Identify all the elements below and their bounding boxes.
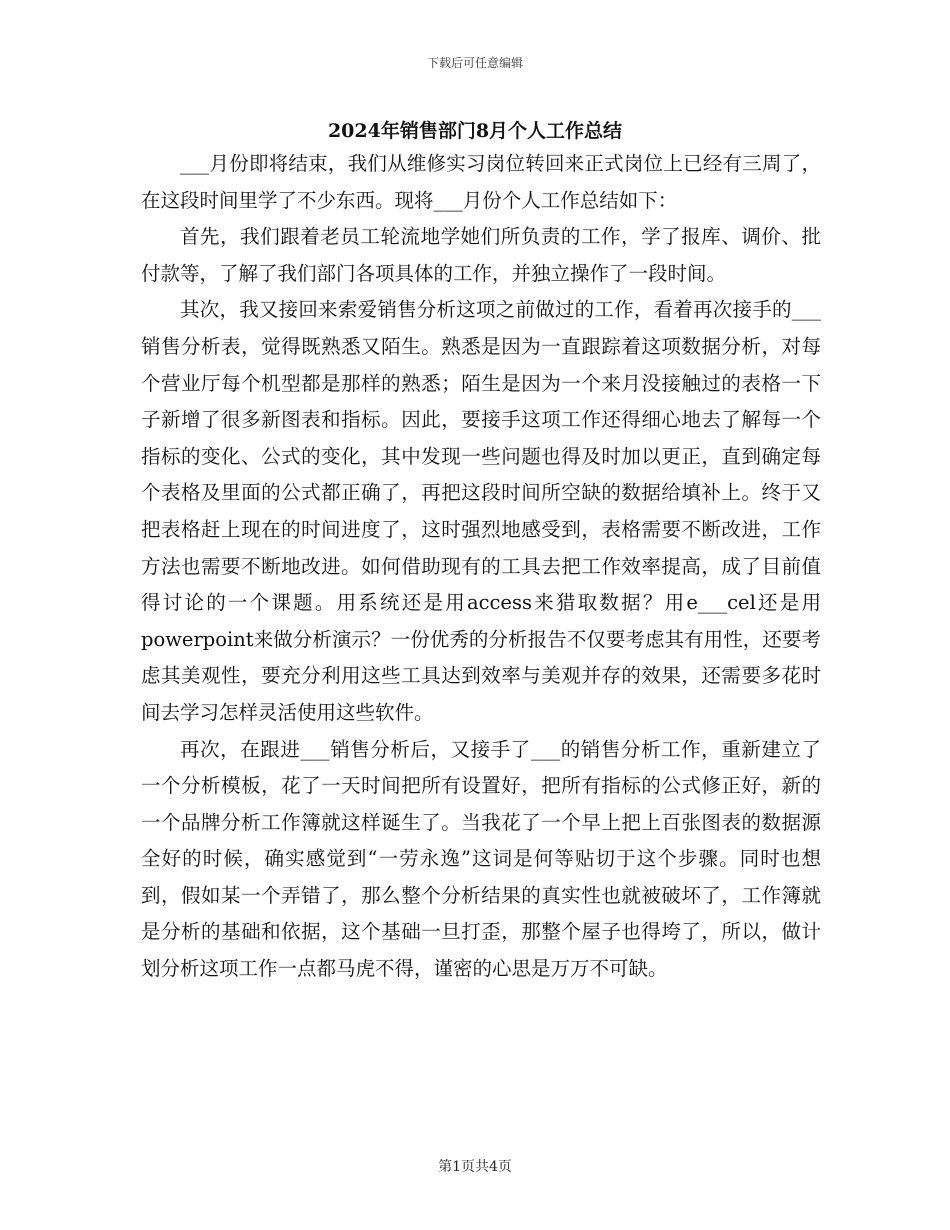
document-body [141, 146, 821, 988]
paragraph-first: 首先，我们跟着老员工轮流地学她们所负责的工作，学了报库、调价、批付款等，了解了我们部门各项具体的工作，并独立操作了一段时间。 [141, 225, 821, 285]
paragraph-third: 再次，在跟进___销售分析后，又接手了___的销售分析工作，重新建立了一个分析模板，花了一天时间把所有设置好，把所有指标的公式修正好，新的一个品牌分析工作簿就这样诞生了。当我花了一个早上把上百张图表的数据源全好的时候，确实感觉到“一劳永逸”这词是何等贴切于这个步骤。同时也想到，假如某一个弄错了，那么整个分析结果的真实性也就被破坏了，工作簿就是分析的基础和依据，这个基础一旦打歪，那整个屋子也得垮了，所以，做计划分析这项工作一点都马虎不得，谨密的心思是万万不可缺。 [141, 737, 821, 981]
document-title: 2024年销售部门8月个人工作总结 [327, 120, 623, 142]
header-note: 下载后可任意编辑 [426, 56, 523, 70]
paragraph-intro: ___月份即将结束，我们从维修实习岗位转回来正式岗位上已经有三周了，在这段时间里学了不少东西。现将___月份个人工作总结如下： [141, 152, 821, 212]
paragraph-second: 其次，我又接回来索爱销售分析这项之前做过的工作，看着再次接手的___销售分析表，觉得既熟悉又陌生。熟悉是因为一直跟踪着这项数据分析，对每个营业厅每个机型都是那样的熟悉；陌生是因为一个来月没接触过的表格一下子新增了很多新图表和指标。因此，要接手这项工作还得细心地去了解每一个指标的变化、公式的变化，其中发现一些问题也得及时加以更正，直到确定每个表格及里面的公式都正确了，再把这段时间所空缺的数据给填补上。终于又把表格赶上现在的时间进度了，这时强烈地感受到，表格需要不断改进，工作方法也需要不断地改进。如何借助现有的工具去把工作效率提高，成了目前值得讨论的一个课题。用系统还是用access来猎取数据？用e___cel还是用powerpoint来做分析演示？一份优秀的分析报告不仅要考虑其有用性，还要考虑其美观性，要充分利用这些工具达到效率与美观并存的效果，还需要多花时间去学习怎样灵活使用这些软件。 [141, 298, 821, 724]
page-number: 第1页共4页 [438, 1159, 512, 1175]
